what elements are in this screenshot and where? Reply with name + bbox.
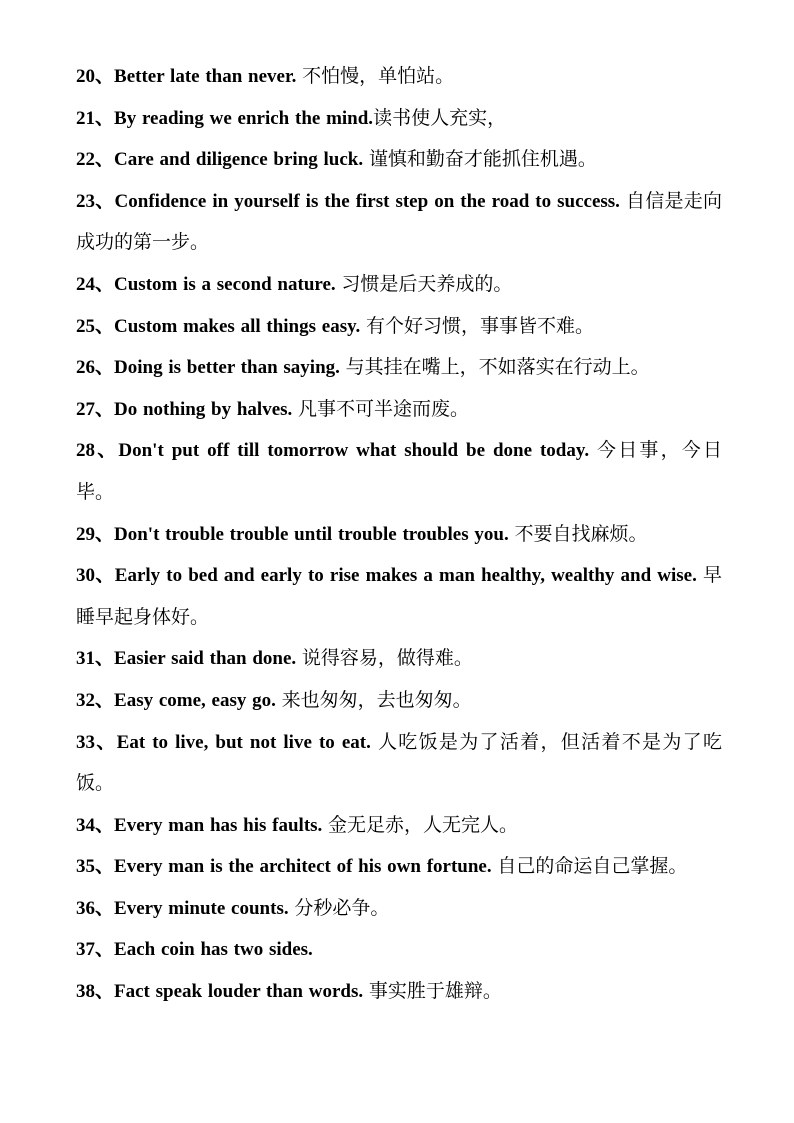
proverb-separator: 、	[95, 523, 115, 545]
proverb-separator: 、	[95, 565, 115, 587]
proverb-number: 30	[76, 565, 95, 587]
proverb-entry	[76, 306, 722, 348]
proverb-english: Doing is better than saying.	[114, 357, 340, 379]
proverb-english: Each coin has two sides.	[114, 939, 313, 961]
proverb-english: Custom is a second nature.	[114, 273, 336, 295]
proverb-entry	[76, 888, 722, 930]
proverb-entry	[76, 264, 722, 306]
proverb-english: Every man is the architect of his own fortune.	[114, 856, 492, 878]
proverb-english: Don't trouble trouble until trouble troubles you.	[114, 523, 509, 545]
proverb-number: 26	[76, 357, 95, 379]
proverb-entry	[76, 555, 722, 638]
proverb-chinese: 有个好习惯，事事皆不难。	[366, 314, 595, 337]
proverb-separator: 、	[95, 897, 115, 919]
proverb-separator: 、	[95, 273, 115, 295]
proverb-separator: 、	[95, 315, 115, 337]
proverb-number: 32	[76, 689, 95, 711]
proverb-english: By reading we enrich the mind.	[114, 107, 374, 129]
proverb-entry	[76, 638, 722, 680]
proverb-entry	[76, 971, 722, 1013]
proverb-chinese: 谨慎和勤奋才能抓住机遇。	[368, 148, 597, 171]
proverb-chinese: 自己的命运自己掌握。	[497, 855, 688, 878]
proverb-separator: 、	[95, 440, 119, 462]
proverb-english: Eat to live, but not live to eat.	[116, 731, 371, 753]
proverb-entry	[76, 929, 722, 971]
proverb-separator: 、	[95, 689, 115, 711]
proverb-chinese: 事实胜于雄辩。	[368, 980, 502, 1003]
proverb-chinese: 自信是走向成功的第一步。	[76, 189, 722, 254]
proverb-chinese: 分秒必争。	[294, 896, 390, 919]
proverb-entry	[76, 805, 722, 847]
proverb-number: 27	[76, 398, 95, 420]
proverb-entry	[76, 846, 722, 888]
proverb-separator: 、	[95, 939, 115, 961]
proverb-entry	[76, 722, 722, 805]
proverb-separator: 、	[95, 357, 115, 379]
proverb-number: 33	[76, 731, 95, 753]
proverb-number: 24	[76, 273, 95, 295]
proverb-number: 28	[76, 440, 95, 462]
proverb-english: Better late than never.	[114, 66, 297, 87]
proverb-number: 20	[76, 66, 95, 87]
proverb-english: Do nothing by halves.	[114, 398, 293, 420]
proverb-number: 21	[76, 107, 95, 129]
proverb-number: 34	[76, 814, 95, 836]
proverb-chinese: 不怕慢，单怕站。	[302, 65, 455, 87]
proverb-entry	[76, 430, 722, 513]
proverb-entry	[76, 514, 722, 556]
proverb-separator: 、	[95, 190, 115, 212]
proverb-english: Every minute counts.	[114, 897, 289, 919]
proverb-separator: 、	[95, 856, 115, 878]
proverb-separator: 、	[95, 398, 115, 420]
proverb-separator: 、	[95, 648, 115, 670]
proverb-number: 25	[76, 315, 95, 337]
proverb-english: Every man has his faults.	[114, 814, 323, 836]
proverb-chinese: 来也匆匆，去也匆匆。	[281, 688, 472, 711]
proverb-chinese: 习惯是后天养成的。	[341, 272, 513, 295]
proverb-chinese: 金无足赤，人无完人。	[328, 813, 519, 836]
proverb-english: Confidence in yourself is the first step on the road to success.	[114, 190, 620, 212]
proverb-separator: 、	[95, 107, 115, 129]
proverb-chinese: 人吃饭是为了活着，但活着不是为了吃饭。	[76, 730, 722, 795]
proverb-chinese: 说得容易，做得难。	[301, 647, 473, 670]
proverb-chinese: 读书使人充实，	[373, 106, 507, 129]
proverb-english: Custom makes all things easy.	[114, 315, 361, 337]
proverb-number: 37	[76, 939, 95, 961]
proverb-separator: 、	[95, 149, 115, 171]
proverb-number: 36	[76, 897, 95, 919]
proverb-number: 35	[76, 856, 95, 878]
proverb-chinese: 凡事不可半途而废。	[298, 397, 470, 420]
proverb-english: Care and diligence bring luck.	[114, 149, 364, 171]
proverb-list	[76, 56, 722, 1013]
proverb-entry	[76, 347, 722, 389]
proverb-number: 38	[76, 981, 95, 1003]
proverb-separator: 、	[95, 814, 115, 836]
proverb-entry	[76, 181, 722, 264]
proverb-chinese: 早睡早起身体好。	[76, 564, 723, 628]
proverb-chinese: 与其挂在嘴上，不如落实在行动上。	[345, 356, 650, 379]
proverb-separator: 、	[95, 981, 115, 1003]
proverb-english: Easier said than done.	[114, 648, 297, 670]
proverb-english: Easy come, easy go.	[114, 689, 276, 711]
proverb-english: Don't put off till tomorrow what should be done today.	[118, 440, 590, 462]
proverb-number: 31	[76, 648, 95, 670]
proverb-entry	[76, 680, 722, 722]
proverb-entry	[76, 56, 722, 98]
proverb-number: 29	[76, 523, 95, 545]
proverb-entry	[76, 389, 722, 431]
proverb-english: Fact speak louder than words.	[114, 981, 364, 1003]
proverb-entry	[76, 139, 722, 181]
proverb-entry	[76, 98, 722, 140]
proverb-chinese: 今日事，今日毕。	[76, 439, 722, 503]
proverb-number: 23	[76, 190, 95, 212]
proverb-separator: 、	[95, 66, 115, 87]
proverb-chinese: 不要自找麻烦。	[514, 522, 648, 545]
proverb-english: Early to bed and early to rise makes a man healthy, wealthy and wise.	[114, 565, 697, 587]
proverb-number: 22	[76, 149, 95, 171]
proverb-separator: 、	[95, 731, 117, 753]
